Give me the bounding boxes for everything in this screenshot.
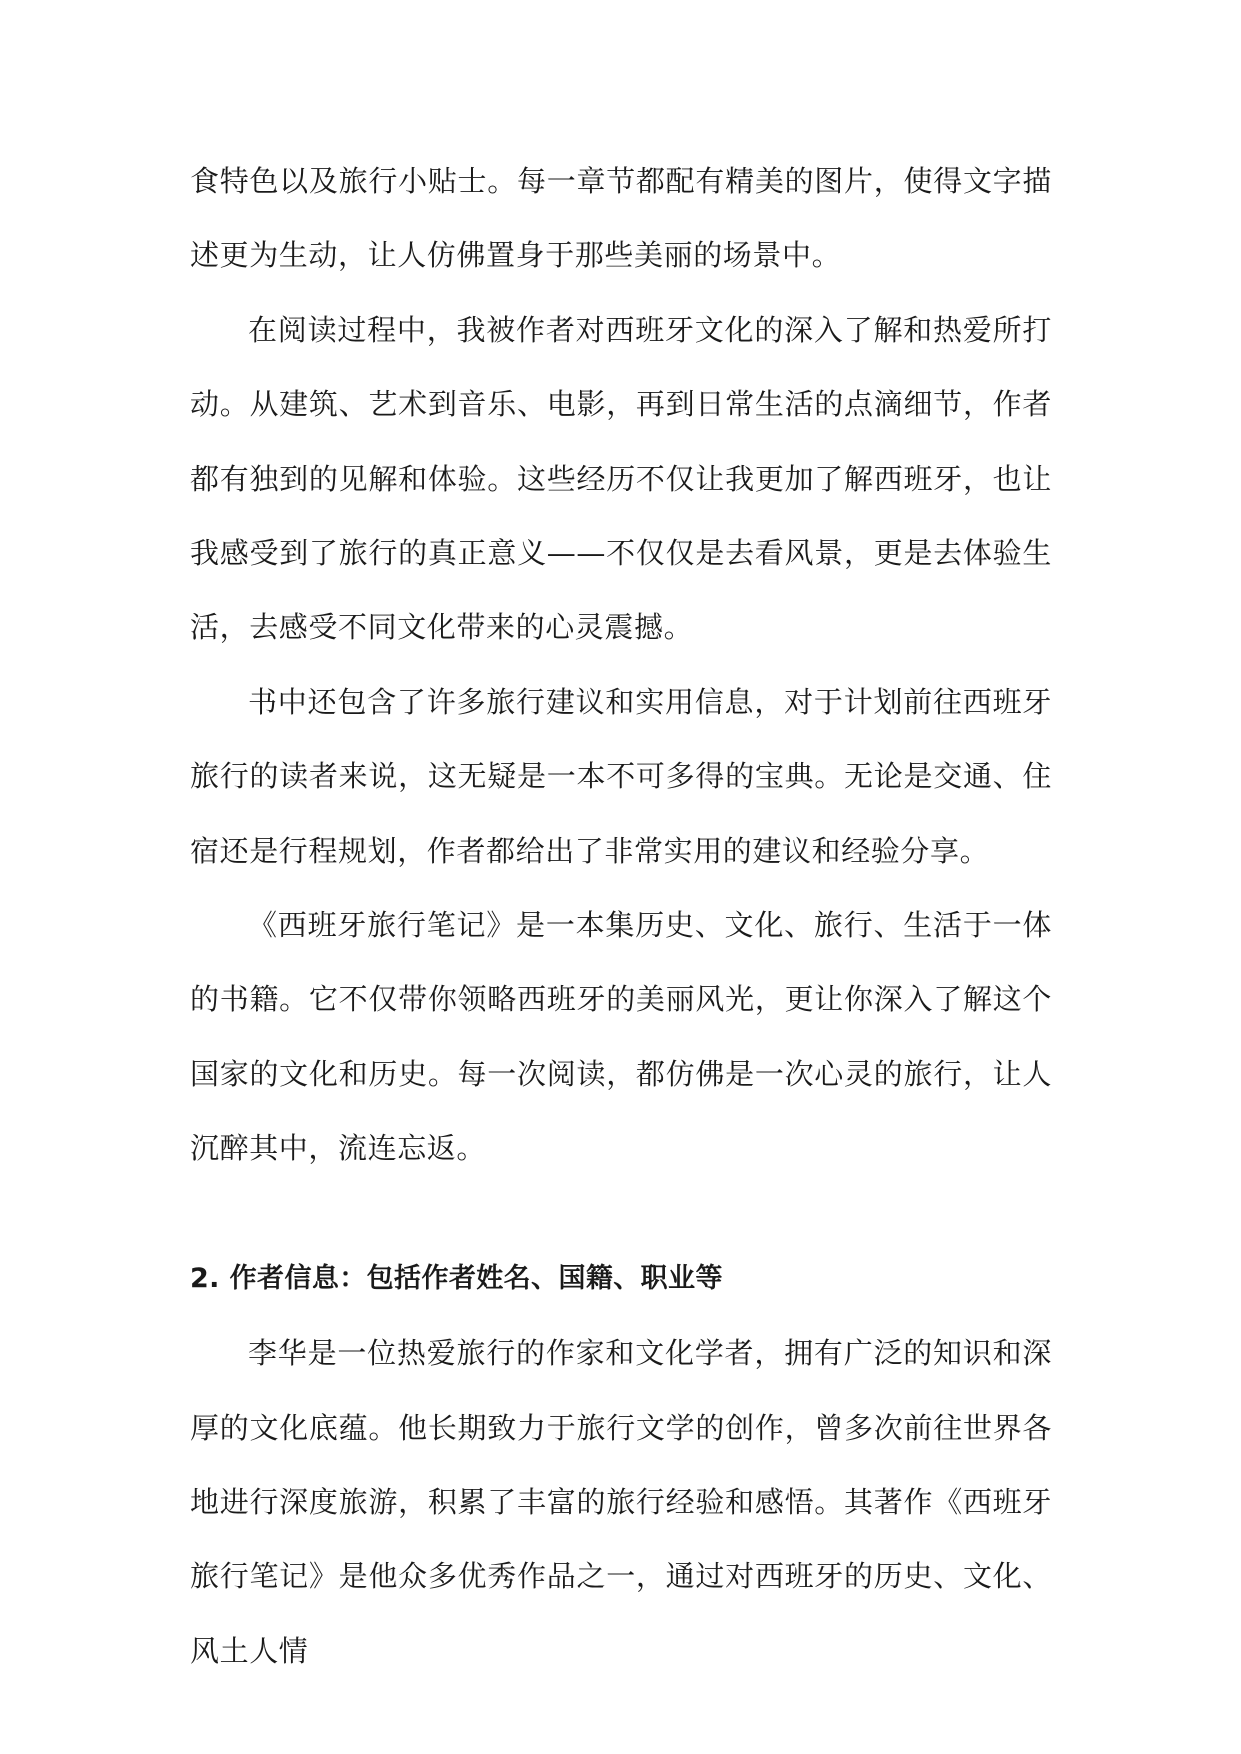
document-body bbox=[190, 144, 1052, 1688]
paragraph-travel-advice: 书中还包含了许多旅行建议和实用信息，对于计划前往西班牙旅行的读者来说，这无疑是一本不可多得的宝典。无论是交通、住宿还是行程规划，作者都给出了非常实用的建议和经验分享。 bbox=[190, 684, 1052, 868]
paragraph-author-bio: 李华是一位热爱旅行的作家和文化学者，拥有广泛的知识和深厚的文化底蕴。他长期致力于旅行文学的创作，曾多次前往世界各地进行深度旅游，积累了丰富的旅行经验和感悟。其著作《西班牙旅行笔记》是他众多优秀作品之一，通过对西班牙的历史、文化、风土人情 bbox=[190, 1336, 1052, 1668]
section-heading-author-info: 2. 作者信息：包括作者姓名、国籍、职业等 bbox=[190, 1262, 723, 1294]
paragraph-reading-impression: 在阅读过程中，我被作者对西班牙文化的深入了解和热爱所打动。从建筑、艺术到音乐、电影，再到日常生活的点滴细节，作者都有独到的见解和体验。这些经历不仅让我更加了解西班牙，也让我感受到了旅行的真正意义——不仅仅是去看风景，更是去体验生活，去感受不同文化带来的心灵震撼。 bbox=[190, 312, 1052, 645]
paragraph-summary: 《西班牙旅行笔记》是一本集历史、文化、旅行、生活于一体的书籍。它不仅带你领略西班牙的美丽风光，更让你深入了解这个国家的文化和历史。每一次阅读，都仿佛是一次心灵的旅行，让人沉醉其中，流连忘返。 bbox=[190, 908, 1052, 1166]
paragraph-continuation: 食特色以及旅行小贴士。每一章节都配有精美的图片，使得文字描述更为生动，让人仿佛置身于那些美丽的场景中。 bbox=[190, 164, 1052, 273]
